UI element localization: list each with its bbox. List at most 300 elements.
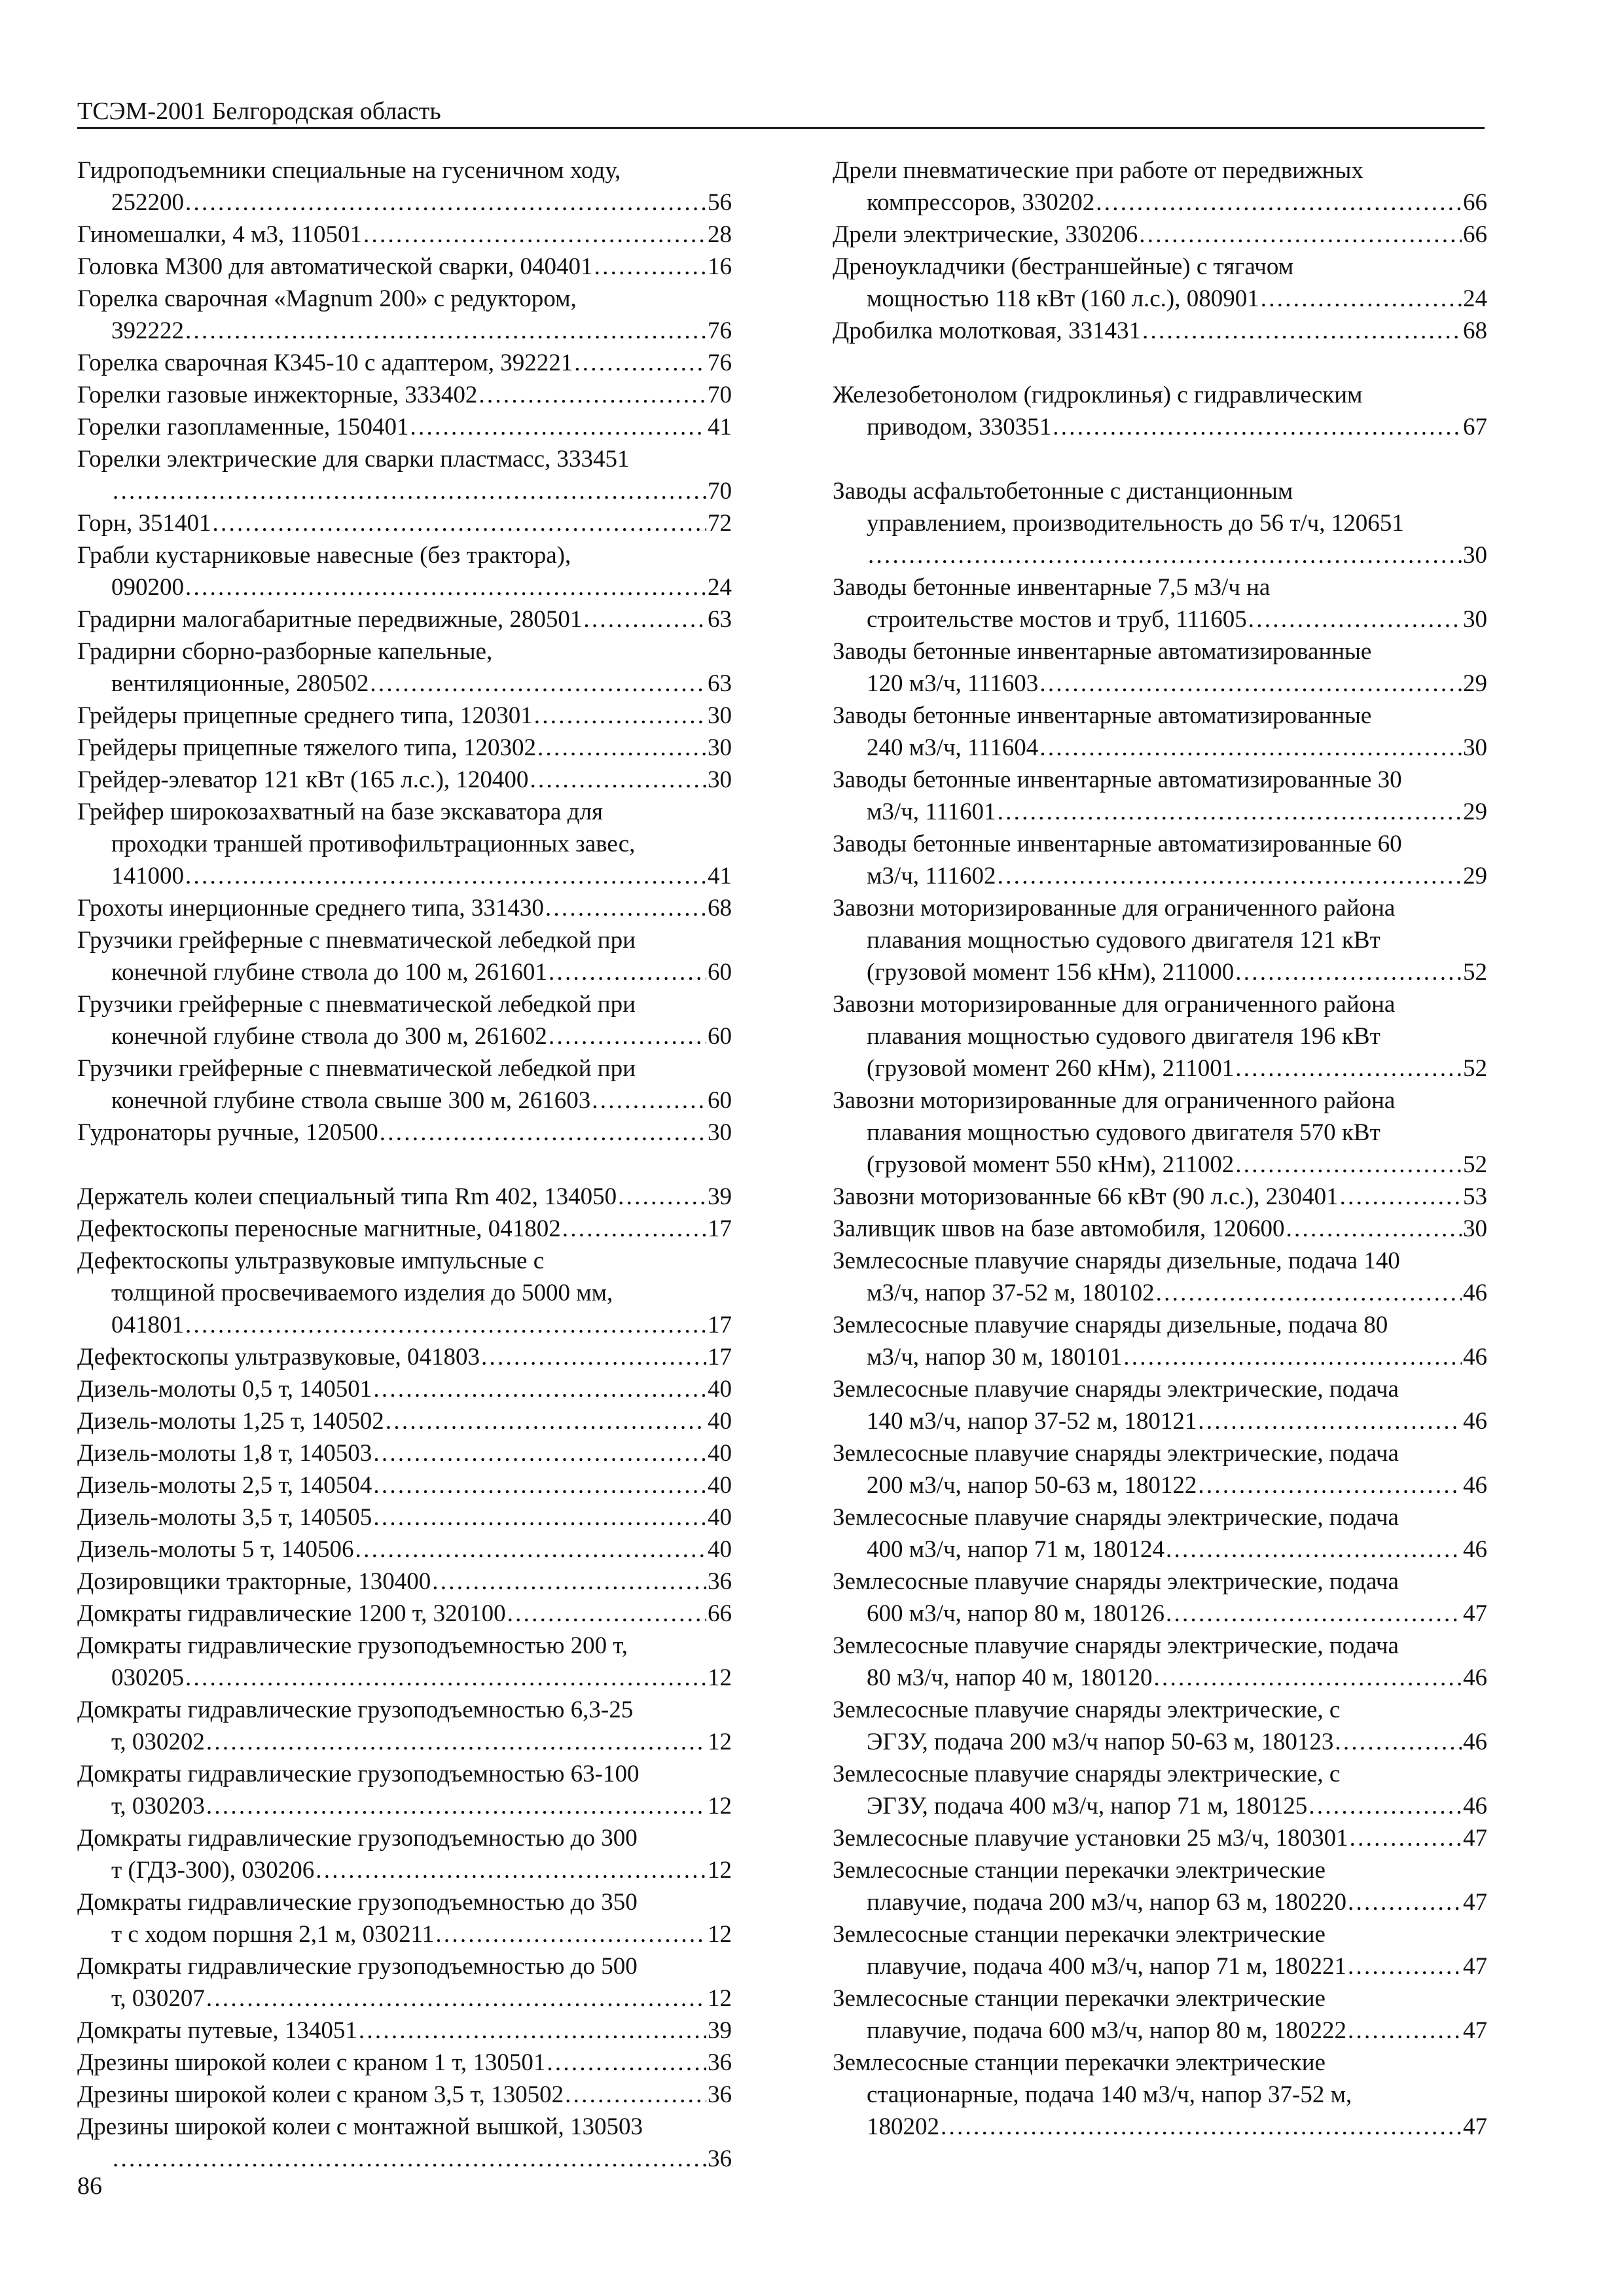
entry-text-line: проходки траншей противофильтрационных завес, [111, 831, 636, 857]
entry-text: строительстве мостов и труб, 111605 [867, 606, 1247, 633]
entry-page-number: 36 [708, 1568, 732, 1595]
index-entry [77, 603, 732, 636]
entry-text-line: Дрезины широкой колеи с монтажной вышкой, 130503 [77, 2113, 643, 2140]
entry-text-line: Землесосные станции перекачки электрические [833, 2049, 1326, 2076]
entry-text: Горелка сварочная К345-10 с адаптером, 392221 [77, 350, 573, 376]
entry-text: ЭГЗУ, подача 200 м3/ч напор 50-63 м, 180123 [867, 1729, 1334, 1755]
dot-leader [1142, 315, 1462, 347]
entry-leader-line [77, 219, 732, 251]
dot-leader [1198, 1469, 1462, 1501]
dot-leader [941, 2111, 1462, 2143]
entry-page-number: 46 [1463, 1536, 1487, 1563]
index-entry [77, 924, 732, 988]
dot-leader [1348, 1950, 1462, 1982]
entry-leader-line [833, 1405, 1487, 1437]
entry-page-number: 60 [708, 959, 732, 986]
index-entry [77, 2111, 732, 2175]
entry-text: приводом, 330351 [867, 414, 1052, 440]
entry-text-line: Домкраты гидравлические грузоподъемностью до 500 [77, 1953, 638, 1980]
entry-text: Грохоты инерционные среднего типа, 331430 [77, 895, 544, 922]
entry-leader-line [833, 956, 1487, 988]
entry-text: плавучие, подача 600 м3/ч, напор 80 м, 180222 [867, 2017, 1347, 2044]
entry-page-number: 70 [708, 382, 732, 408]
index-entry [77, 1213, 732, 1245]
index-entry [77, 443, 732, 507]
index-entry [77, 1694, 732, 1758]
dot-leader [113, 475, 706, 507]
dot-leader [565, 2079, 706, 2111]
entry-text: Дрезины широкой колеи с краном 3,5 т, 130502 [77, 2081, 564, 2108]
entry-leader-line [833, 1726, 1487, 1758]
dot-leader [1139, 219, 1462, 251]
index-entry [77, 796, 732, 892]
dot-leader [545, 892, 706, 924]
index-entry [77, 1373, 732, 1405]
index-entry [833, 1694, 1487, 1758]
entry-leader-line [77, 347, 732, 379]
entry-leader-line [77, 1437, 732, 1469]
index-entry [77, 1117, 732, 1149]
entry-page-number: 17 [708, 1215, 732, 1242]
entry-text-line: Завозни моторизированные для ограниченного района [833, 1087, 1396, 1114]
entry-text: Горелки газопламенные, 150401 [77, 414, 409, 440]
entry-page-number: 30 [1463, 1215, 1487, 1242]
dot-leader [185, 187, 706, 219]
dot-leader [547, 2047, 706, 2079]
dot-leader [185, 315, 706, 347]
dot-leader [1096, 187, 1462, 219]
index-entry [77, 1598, 732, 1630]
dot-leader [1039, 732, 1462, 764]
entry-leader-line [77, 1662, 732, 1694]
entry-leader-line [77, 475, 732, 507]
entry-leader-line [77, 1854, 732, 1886]
entry-leader-line [833, 1790, 1487, 1822]
dot-leader [1335, 1726, 1462, 1758]
entry-leader-line [77, 700, 732, 732]
index-entry [77, 1534, 732, 1566]
entry-leader-line [833, 603, 1487, 636]
entry-page-number: 66 [1463, 189, 1487, 216]
index-column-right [833, 154, 1487, 2143]
entry-page-number: 12 [708, 1921, 732, 1948]
dot-leader [534, 700, 706, 732]
dot-leader [594, 251, 706, 283]
index-entry [77, 283, 732, 347]
dot-leader [481, 1341, 706, 1373]
index-entry [77, 700, 732, 732]
entry-text: 240 м3/ч, 111604 [867, 734, 1039, 761]
entry-text-line: Домкраты гидравлические грузоподъемностью 63-100 [77, 1761, 640, 1787]
entry-text-line: Горелки электрические для сварки пластмасс, 333451 [77, 446, 630, 473]
entry-text: м3/ч, 111601 [867, 798, 996, 825]
entry-page-number: 47 [1463, 1825, 1487, 1852]
entry-leader-line [77, 1726, 732, 1758]
header-title: ТСЭМ-2001 Белгородская область [77, 98, 441, 125]
section-gap [833, 347, 1487, 379]
entry-text: Землесосные плавучие установки 25 м3/ч, 180301 [833, 1825, 1348, 1852]
entry-text: (грузовой момент 550 кНм), 211002 [867, 1151, 1235, 1178]
index-entry [833, 764, 1487, 828]
entry-leader-line [833, 1181, 1487, 1213]
entry-text: Грейдеры прицепные среднего типа, 120301 [77, 702, 533, 729]
entry-page-number: 67 [1463, 414, 1487, 440]
entry-page-number: 40 [708, 1376, 732, 1403]
entry-text-line: Завозни моторизированные для ограниченного района [833, 991, 1396, 1018]
dot-leader [206, 1726, 706, 1758]
entry-text-line: Заводы бетонные инвентарные 7,5 м3/ч на [833, 574, 1271, 601]
entry-leader-line [77, 603, 732, 636]
entry-text-line: Домкраты гидравлические грузоподъемностью 200 т, [77, 1632, 628, 1659]
entry-leader-line [833, 1886, 1487, 1918]
entry-leader-line [77, 1501, 732, 1534]
dot-leader [1350, 1822, 1462, 1854]
entry-leader-line [77, 2047, 732, 2079]
page-number: 86 [77, 2172, 102, 2200]
entry-leader-line [77, 2015, 732, 2047]
entry-text-line: Градирни сборно-разборные капельные, [77, 638, 493, 665]
entry-page-number: 60 [708, 1087, 732, 1114]
index-entry [833, 1501, 1487, 1566]
index-entry [77, 1405, 732, 1437]
entry-text: конечной глубине ствола до 300 м, 261602 [111, 1023, 547, 1050]
dot-leader [1123, 1341, 1462, 1373]
entry-leader-line [77, 1790, 732, 1822]
index-entry [77, 1052, 732, 1117]
entry-text: Завозни моторизованные 66 кВт (90 л.с.), 230401 [833, 1183, 1339, 1210]
index-entry [833, 1181, 1487, 1213]
entry-text: 200 м3/ч, напор 50-63 м, 180122 [867, 1472, 1197, 1499]
entry-text: Грейдер-элеватор 121 кВт (165 л.с.), 120400 [77, 766, 529, 793]
index-entry [833, 1085, 1487, 1181]
dot-leader [410, 411, 706, 443]
index-entry [77, 1886, 732, 1950]
entry-text-line: Землесосные станции перекачки электрические [833, 1985, 1326, 2012]
index-entry [833, 1213, 1487, 1245]
entry-page-number: 47 [1463, 1889, 1487, 1916]
entry-text-line: стационарные, подача 140 м3/ч, напор 37-52 м, [867, 2081, 1352, 2108]
entry-page-number: 39 [708, 2017, 732, 2044]
entry-text: компрессоров, 330202 [867, 189, 1095, 216]
index-entry [77, 1822, 732, 1886]
entry-leader-line [833, 2111, 1487, 2143]
entry-page-number: 63 [708, 670, 732, 697]
index-entry [77, 1950, 732, 2015]
entry-leader-line [833, 539, 1487, 571]
index-entry [833, 1309, 1487, 1373]
entry-page-number: 36 [708, 2145, 732, 2172]
entry-text: 141000 [111, 863, 184, 889]
entry-page-number: 41 [708, 863, 732, 889]
dot-leader [1198, 1405, 1462, 1437]
entry-text: 252200 [111, 189, 184, 216]
entry-text-line: Землесосные плавучие снаряды дизельные, подача 80 [833, 1312, 1388, 1338]
dot-leader [1308, 1790, 1462, 1822]
entry-text-line: Землесосные плавучие снаряды электрические, подача [833, 1632, 1399, 1659]
entry-text: Дозировщики тракторные, 130400 [77, 1568, 431, 1595]
dot-leader [370, 668, 706, 700]
entry-leader-line [77, 2079, 732, 2111]
entry-text-line: Грузчики грейферные с пневматической лебедкой при [77, 927, 636, 954]
index-entry [77, 1437, 732, 1469]
entry-page-number: 36 [708, 2049, 732, 2076]
entry-text: плавучие, подача 400 м3/ч, напор 71 м, 180221 [867, 1953, 1347, 1980]
entry-leader-line [833, 1277, 1487, 1309]
entry-text: 180202 [867, 2113, 939, 2140]
entry-text-line: Землесосные плавучие снаряды электрические, с [833, 1696, 1341, 1723]
entry-leader-line [77, 1181, 732, 1213]
entry-text: Дизель-молоты 3,5 т, 140505 [77, 1504, 372, 1531]
entry-text: Заливщик швов на базе автомобиля, 120600 [833, 1215, 1285, 1242]
entry-page-number: 52 [1463, 1151, 1487, 1178]
entry-leader-line [833, 1662, 1487, 1694]
index-entry [77, 1469, 732, 1501]
index-entry [77, 1566, 732, 1598]
entry-text-line: Землесосные плавучие снаряды электрические, с [833, 1761, 1341, 1787]
dot-leader [1235, 956, 1462, 988]
entry-page-number: 72 [708, 510, 732, 537]
dot-leader [435, 1918, 706, 1950]
dot-leader [1248, 603, 1462, 636]
entry-page-number: 53 [1463, 1183, 1487, 1210]
entry-text: Горн, 351401 [77, 510, 211, 537]
index-entry [833, 1373, 1487, 1437]
entry-leader-line [77, 1469, 732, 1501]
entry-leader-line [77, 1373, 732, 1405]
dot-leader [363, 219, 706, 251]
entry-leader-line [77, 956, 732, 988]
dot-leader [185, 571, 706, 603]
dot-leader [1348, 2015, 1462, 2047]
entry-text: т, 030203 [111, 1793, 205, 1820]
entry-text-line: Домкраты гидравлические грузоподъемностью до 350 [77, 1889, 638, 1916]
dot-leader [549, 956, 706, 988]
entry-text: Гиномешалки, 4 м3, 110501 [77, 221, 362, 248]
entry-page-number: 24 [1463, 285, 1487, 312]
entry-leader-line [833, 1213, 1487, 1245]
entry-text: мощностью 118 кВт (160 л.с.), 080901 [867, 285, 1259, 312]
entry-leader-line [77, 1566, 732, 1598]
dot-leader [1053, 411, 1462, 443]
dot-leader [386, 1405, 706, 1437]
entry-text-line: Горелка сварочная «Magnum 200» с редуктором, [77, 285, 577, 312]
entry-leader-line [833, 219, 1487, 251]
entry-leader-line [77, 411, 732, 443]
entry-page-number: 46 [1463, 1408, 1487, 1435]
entry-page-number: 40 [708, 1536, 732, 1563]
entry-page-number: 46 [1463, 1280, 1487, 1306]
dot-leader [185, 860, 706, 892]
entry-text-line: Грабли кустарниковые навесные (без трактора), [77, 542, 571, 569]
entry-page-number: 66 [708, 1600, 732, 1627]
entry-page-number: 30 [1463, 542, 1487, 569]
entry-text-line: Гидроподъемники специальные на гусеничном ходу, [77, 157, 621, 184]
dot-leader [1166, 1598, 1462, 1630]
entry-leader-line [77, 1309, 732, 1341]
index-entry [77, 2047, 732, 2079]
index-entry [77, 2015, 732, 2047]
entry-leader-line [77, 187, 732, 219]
dot-leader [507, 1598, 706, 1630]
entry-page-number: 30 [708, 766, 732, 793]
entry-leader-line [77, 1918, 732, 1950]
entry-text: вентиляционные, 280502 [111, 670, 369, 697]
dot-leader [373, 1437, 706, 1469]
entry-text-line: плавания мощностью судового двигателя 121 кВт [867, 927, 1380, 954]
dot-leader [1286, 1213, 1462, 1245]
entry-page-number: 46 [1463, 1472, 1487, 1499]
entry-page-number: 12 [708, 1664, 732, 1691]
entry-text: Грейдеры прицепные тяжелого типа, 120302 [77, 734, 536, 761]
entry-leader-line [77, 507, 732, 539]
entry-leader-line [833, 411, 1487, 443]
dot-leader [1340, 1181, 1462, 1213]
entry-text: Градирни малогабаритные передвижные, 280501 [77, 606, 583, 633]
entry-leader-line [833, 1469, 1487, 1501]
entry-leader-line [833, 1534, 1487, 1566]
entry-page-number: 28 [708, 221, 732, 248]
entry-text-line: Землесосные станции перекачки электрические [833, 1857, 1326, 1884]
entry-text: т с ходом поршня 2,1 м, 030211 [111, 1921, 435, 1948]
entry-text-line: Домкраты гидравлические грузоподъемностью 6,3-25 [77, 1696, 634, 1723]
index-entry [77, 379, 732, 411]
dot-leader [998, 860, 1462, 892]
entry-text-line: плавания мощностью судового двигателя 570 кВт [867, 1119, 1380, 1146]
entry-page-number: 12 [708, 1729, 732, 1755]
entry-leader-line [833, 187, 1487, 219]
entry-text-line: толщиной просвечиваемого изделия до 5000 мм, [111, 1280, 613, 1306]
dot-leader [355, 1534, 706, 1566]
entry-page-number: 39 [708, 1183, 732, 1210]
entry-text: Дизель-молоты 1,8 т, 140503 [77, 1440, 372, 1467]
entry-text-line: Заводы бетонные инвентарные автоматизированные [833, 638, 1372, 665]
entry-text: 80 м3/ч, напор 40 м, 180120 [867, 1664, 1153, 1691]
entry-text-line: Заводы бетонные инвентарные автоматизированные 60 [833, 831, 1402, 857]
index-entry [77, 636, 732, 700]
index-entry [833, 475, 1487, 571]
dot-leader [1166, 1534, 1462, 1566]
entry-leader-line [77, 1598, 732, 1630]
entry-text: т, 030207 [111, 1985, 205, 2012]
entry-leader-line [833, 283, 1487, 315]
entry-text: Домкраты гидравлические 1200 т, 320100 [77, 1600, 506, 1627]
entry-text: 090200 [111, 574, 184, 601]
dot-leader [583, 603, 706, 636]
entry-page-number: 24 [708, 574, 732, 601]
entry-page-number: 41 [708, 414, 732, 440]
index-entry [833, 828, 1487, 892]
entry-leader-line [77, 251, 732, 283]
entry-text-line: Землесосные плавучие снаряды электрические, подача [833, 1504, 1399, 1531]
entry-leader-line [833, 1598, 1487, 1630]
entry-text-line: Грейфер широкозахватный на базе экскаватора для [77, 798, 603, 825]
entry-page-number: 52 [1463, 959, 1487, 986]
entry-text-line: Землесосные плавучие снаряды электрические, подача [833, 1376, 1399, 1403]
dot-leader [618, 1181, 706, 1213]
entry-leader-line [77, 1085, 732, 1117]
entry-page-number: 47 [1463, 1600, 1487, 1627]
entry-text-line: Дреноукладчики (бестраншейные) с тягачом [833, 253, 1294, 280]
index-entry [77, 539, 732, 603]
entry-text: конечной глубине ствола до 100 м, 261601 [111, 959, 547, 986]
dot-leader [1235, 1149, 1462, 1181]
index-entry [77, 219, 732, 251]
entry-text: конечной глубине ствола свыше 300 м, 261603 [111, 1087, 591, 1114]
entry-page-number: 40 [708, 1408, 732, 1435]
entry-leader-line [77, 668, 732, 700]
dot-leader [206, 1982, 706, 2015]
dot-leader [206, 1790, 706, 1822]
entry-leader-line [833, 1341, 1487, 1373]
entry-page-number: 66 [1463, 221, 1487, 248]
entry-text-line: Землесосные станции перекачки электрические [833, 1921, 1326, 1948]
entry-page-number: 36 [708, 2081, 732, 2108]
dot-leader [373, 1469, 706, 1501]
index-entry [833, 1245, 1487, 1309]
entry-text: Держатель колеи специальный типа Rm 402, 134050 [77, 1183, 617, 1210]
index-entry [833, 251, 1487, 315]
entry-page-number: 40 [708, 1440, 732, 1467]
dot-leader [373, 1373, 706, 1405]
entry-text: Дизель-молоты 2,5 т, 140504 [77, 1472, 372, 1499]
entry-page-number: 68 [708, 895, 732, 922]
dot-leader [537, 732, 706, 764]
entry-text: Дефектоскопы ультразвуковые, 041803 [77, 1344, 480, 1371]
entry-leader-line [77, 1405, 732, 1437]
section-gap [833, 443, 1487, 475]
entry-text-line: Грузчики грейферные с пневматической лебедкой при [77, 1055, 636, 1082]
dot-leader [868, 539, 1462, 571]
entry-text: Дизель-молоты 1,25 т, 140502 [77, 1408, 384, 1435]
entry-text: (грузовой момент 260 кНм), 211001 [867, 1055, 1235, 1082]
dot-leader [998, 796, 1462, 828]
entry-text: т (ГДЗ-300), 030206 [111, 1857, 315, 1884]
entry-leader-line [77, 315, 732, 347]
dot-leader [1235, 1052, 1462, 1085]
index-entry [77, 1501, 732, 1534]
entry-leader-line [77, 571, 732, 603]
entry-leader-line [77, 892, 732, 924]
entry-page-number: 40 [708, 1472, 732, 1499]
entry-page-number: 76 [708, 350, 732, 376]
entry-page-number: 76 [708, 317, 732, 344]
index-entry [77, 507, 732, 539]
entry-leader-line [77, 2143, 732, 2175]
entry-leader-line [77, 379, 732, 411]
entry-text-line: Домкраты гидравлические грузоподъемностью до 300 [77, 1825, 638, 1852]
entry-leader-line [833, 796, 1487, 828]
entry-page-number: 16 [708, 253, 732, 280]
index-entry [833, 1630, 1487, 1694]
dot-leader [478, 379, 706, 411]
entry-text: Дрезины широкой колеи с краном 1 т, 130501 [77, 2049, 546, 2076]
entry-page-number: 29 [1463, 670, 1487, 697]
entry-leader-line [77, 860, 732, 892]
dot-leader [373, 1501, 706, 1534]
entry-text: Дефектоскопы переносные магнитные, 041802 [77, 1215, 561, 1242]
entry-leader-line [833, 2015, 1487, 2047]
index-entry [833, 315, 1487, 347]
dot-leader [1261, 283, 1462, 315]
entry-text: т, 030202 [111, 1729, 205, 1755]
index-entry [77, 1245, 732, 1341]
entry-leader-line [77, 1213, 732, 1245]
entry-text-line: Заводы бетонные инвентарные автоматизированные [833, 702, 1372, 729]
dot-leader [432, 1566, 706, 1598]
index-entry [833, 892, 1487, 988]
entry-page-number: 47 [1463, 1953, 1487, 1980]
entry-text: 600 м3/ч, напор 80 м, 180126 [867, 1600, 1165, 1627]
